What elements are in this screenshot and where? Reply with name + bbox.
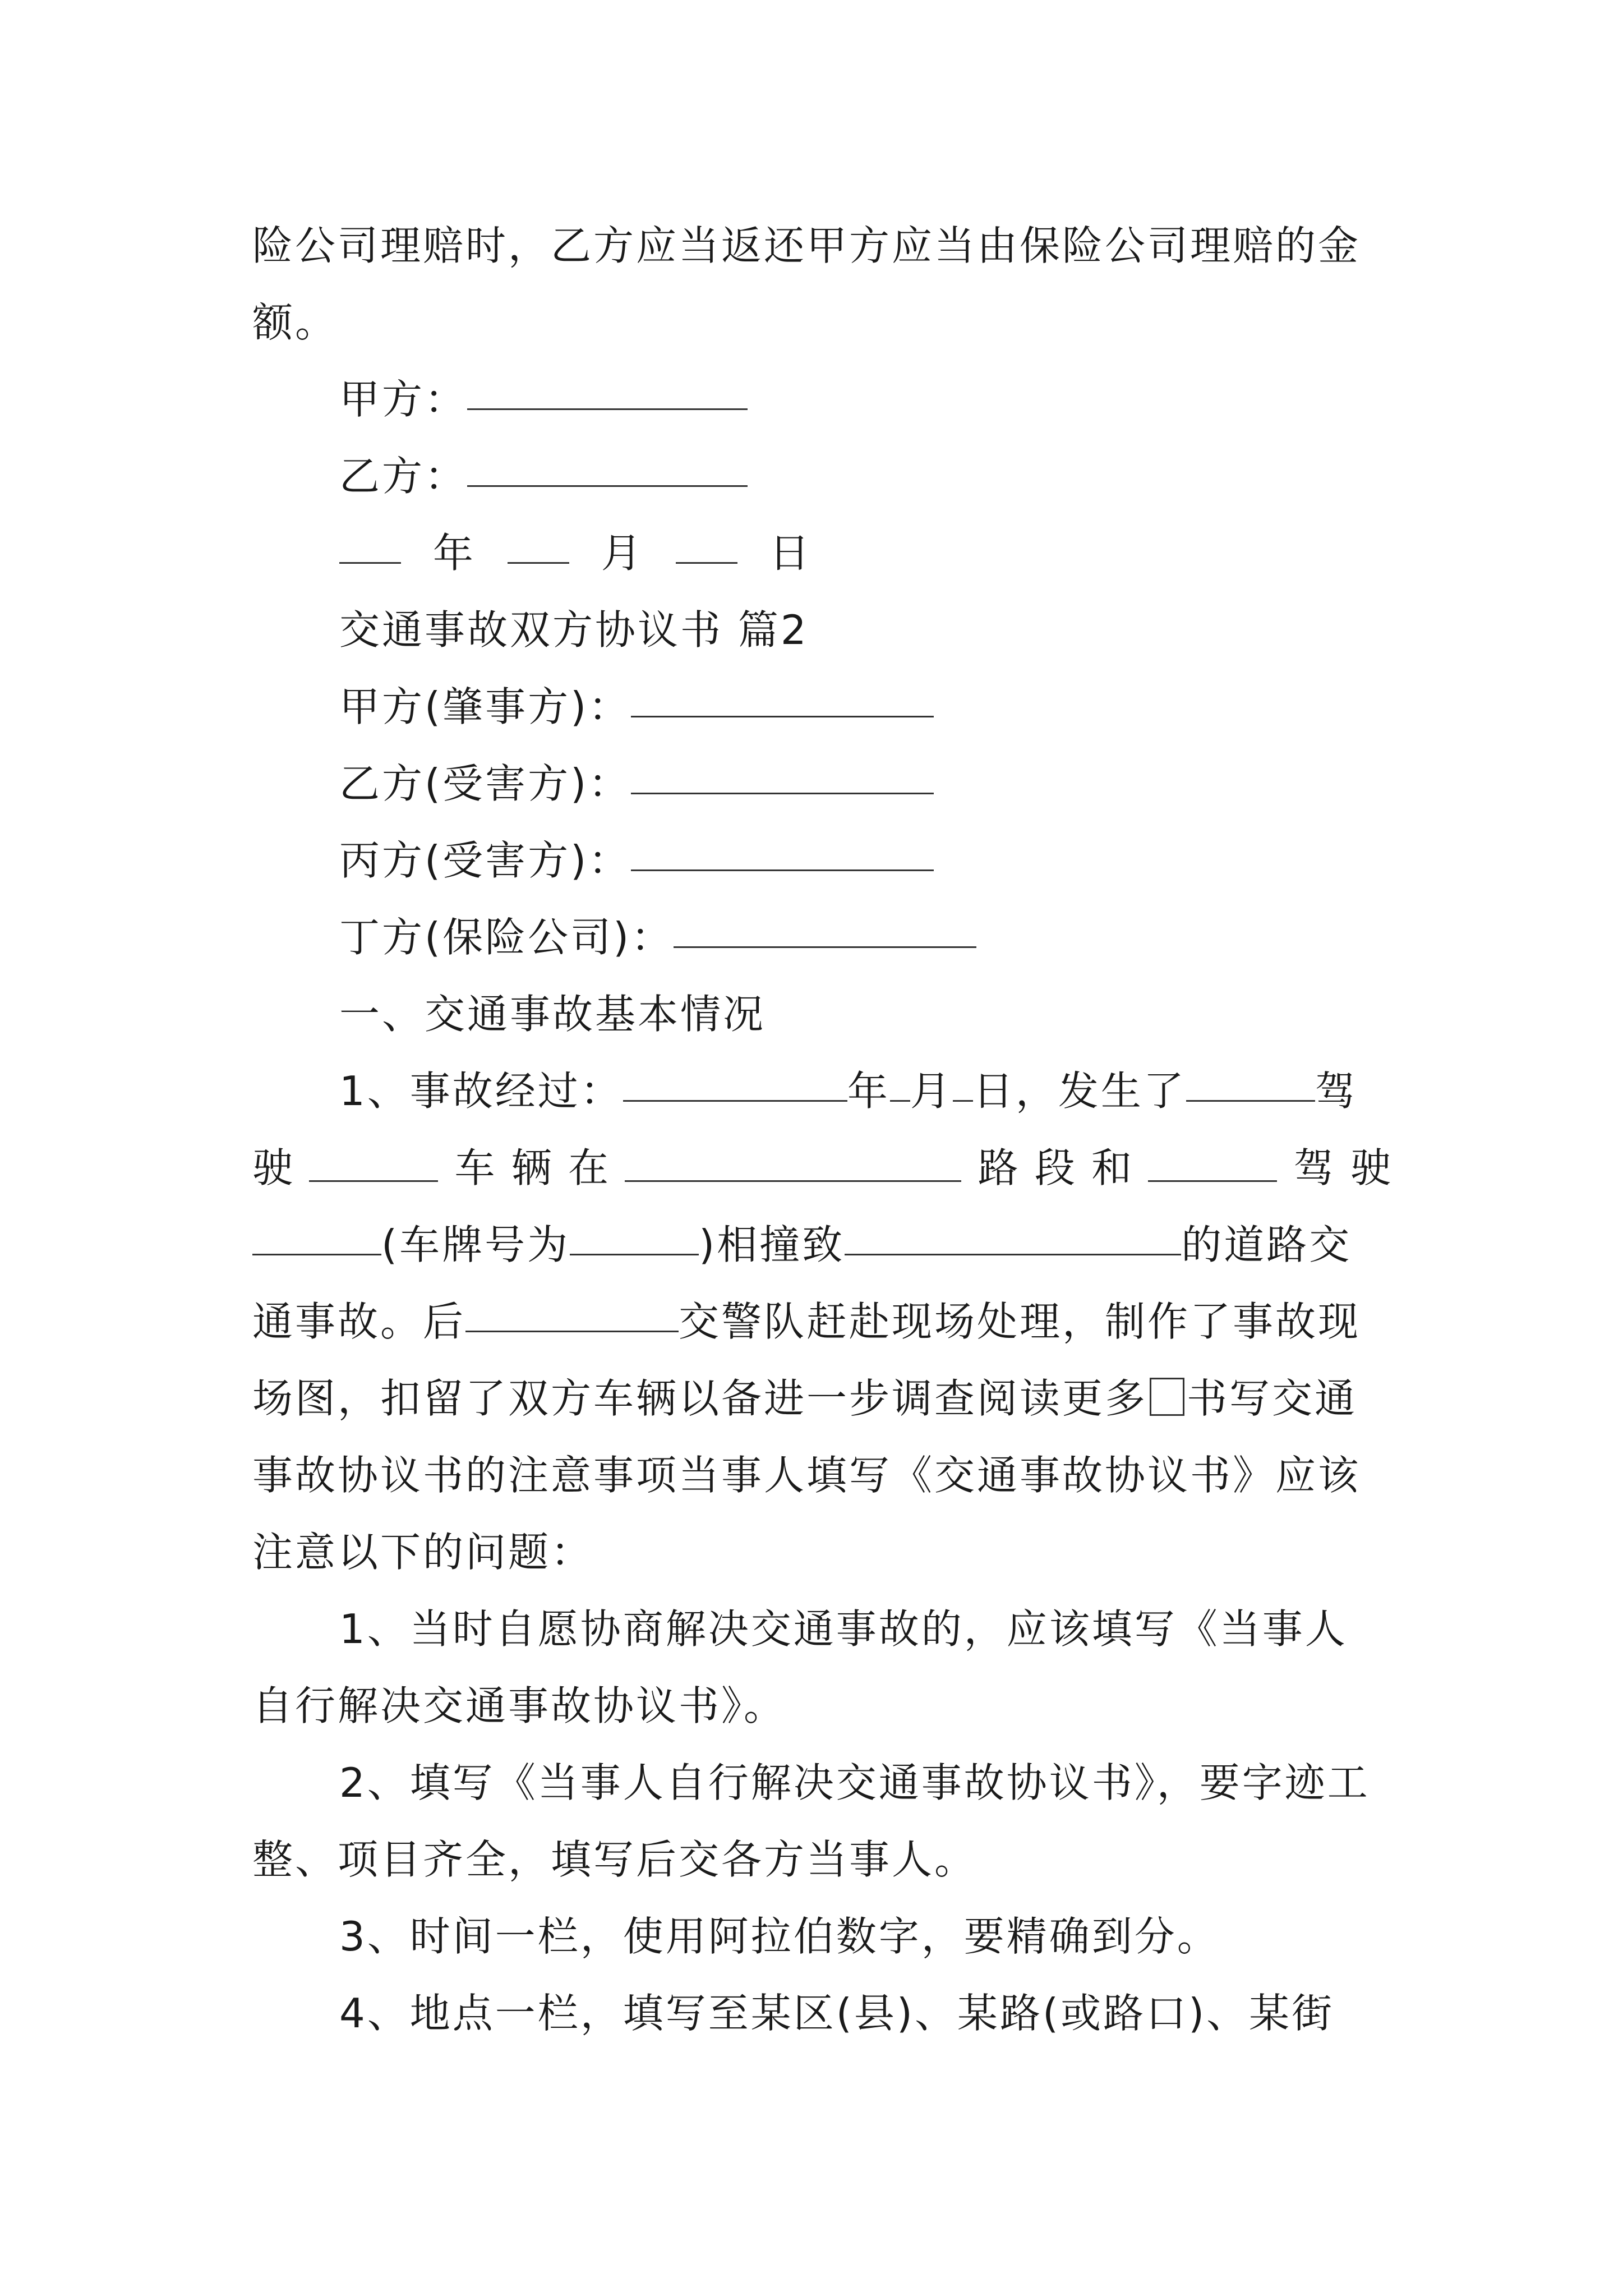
- party-a-line: [252, 361, 1391, 438]
- month-text: 月: [910, 1068, 953, 1115]
- party-offender-label: 甲方(肇事方)：: [339, 683, 631, 730]
- text-fragment: 书写交通: [1187, 1375, 1358, 1422]
- missing-glyph-box: [1150, 1378, 1184, 1416]
- vehicle2-blank: [252, 1254, 381, 1255]
- vehicle-blank: [309, 1180, 438, 1182]
- road-accident-text: 的道路交: [1181, 1221, 1352, 1268]
- collision-text: )相撞致: [699, 1221, 845, 1268]
- accident-date-blank: [623, 1100, 847, 1102]
- road-blank: [625, 1180, 961, 1182]
- month-blank: [890, 1100, 910, 1102]
- other-driver-blank: [1148, 1180, 1277, 1182]
- day-blank: [676, 562, 737, 564]
- day-blank: [953, 1100, 973, 1102]
- text-fragment: 通事故。后: [252, 1298, 466, 1345]
- accident-line-5: [252, 1360, 1391, 1437]
- accident-line-3: [252, 1207, 1391, 1283]
- text-fragment: 驶: [252, 1144, 293, 1191]
- text-line: 注意以下的问题：: [252, 1529, 594, 1576]
- party-victim-b-blank: [631, 793, 934, 794]
- party-insurer-label: 丁方(保险公司)：: [339, 914, 674, 961]
- day-text: 日，发生了: [972, 1068, 1186, 1115]
- text-fragment: 在: [568, 1144, 609, 1191]
- party-offender-blank: [631, 716, 934, 717]
- text-fragment: 和: [1091, 1144, 1132, 1191]
- plate-blank: [570, 1254, 699, 1255]
- party-victim-c-line: [252, 822, 1391, 899]
- police-blank: [465, 1331, 679, 1332]
- drive-text: 驾: [1315, 1068, 1358, 1115]
- text-fragment: 交警队赶赴现场处理，制作了事故现: [679, 1298, 1361, 1345]
- accident-label: 1、事故经过：: [339, 1068, 623, 1115]
- year-text: 年: [847, 1068, 890, 1115]
- text-line: 事故协议书的注意事项当事人填写《交通事故协议书》应该: [252, 1452, 1361, 1499]
- text-fragment: 路: [978, 1144, 1018, 1191]
- note-2-cont: 整、项目齐全，填写后交各方当事人。: [252, 1836, 978, 1883]
- text-line: 险公司理赔时，乙方应当返还甲方应当由保险公司理赔的金: [252, 222, 1361, 269]
- document-page: [252, 208, 1391, 2052]
- text-line: 额。: [252, 299, 338, 346]
- note-1-cont: 自行解决交通事故协议书》。: [252, 1682, 787, 1729]
- day-label: 日: [769, 530, 812, 577]
- result-blank: [845, 1254, 1181, 1255]
- text-fragment: 驾: [1293, 1144, 1334, 1191]
- year-label: 年: [432, 530, 476, 577]
- party-b-label: 乙方：: [339, 453, 468, 500]
- party-a-label: 甲方：: [339, 376, 468, 423]
- party-victim-b-label: 乙方(受害方)：: [339, 760, 631, 807]
- text-fragment: 车: [454, 1144, 495, 1191]
- date-line: [252, 515, 1391, 592]
- month-blank: [508, 562, 569, 564]
- accident-line-2: [252, 1130, 1391, 1207]
- party-a-blank: [467, 408, 748, 410]
- text-fragment: 段: [1034, 1144, 1075, 1191]
- plate-label: (车牌号为: [381, 1221, 570, 1268]
- note-4: 4、地点一栏，填写至某区(县)、某路(或路口)、某街: [339, 1990, 1335, 2037]
- text-fragment: 场图，扣留了双方车辆以备进一步调查阅读更多: [252, 1375, 1148, 1422]
- text-fragment: 驶: [1350, 1144, 1391, 1191]
- party-b-blank: [467, 485, 748, 487]
- note-3: 3、时间一栏，使用阿拉伯数字，要精确到分。: [339, 1913, 1220, 1960]
- section-title: 一、交通事故基本情况: [339, 991, 766, 1038]
- party-victim-c-blank: [631, 869, 934, 871]
- text-fragment: 辆: [511, 1144, 552, 1191]
- driver-blank: [1186, 1100, 1315, 1102]
- party-insurer-line: [252, 899, 1391, 976]
- accident-line-1: [252, 1053, 1391, 1130]
- accident-line-4: [252, 1283, 1391, 1360]
- party-victim-c-label: 丙方(受害方)：: [339, 837, 631, 884]
- section-heading: 交通事故双方协议书 篇2: [339, 606, 809, 654]
- party-b-line: [252, 438, 1391, 515]
- party-insurer-blank: [674, 946, 976, 948]
- note-1: 1、当时自愿协商解决交通事故的，应该填写《当事人: [339, 1605, 1348, 1653]
- month-label: 月: [601, 530, 644, 577]
- party-victim-b-line: [252, 746, 1391, 822]
- year-blank: [339, 562, 401, 564]
- party-offender-line: [252, 669, 1391, 746]
- note-2: 2、填写《当事人自行解决交通事故协议书》，要字迹工: [339, 1759, 1370, 1806]
